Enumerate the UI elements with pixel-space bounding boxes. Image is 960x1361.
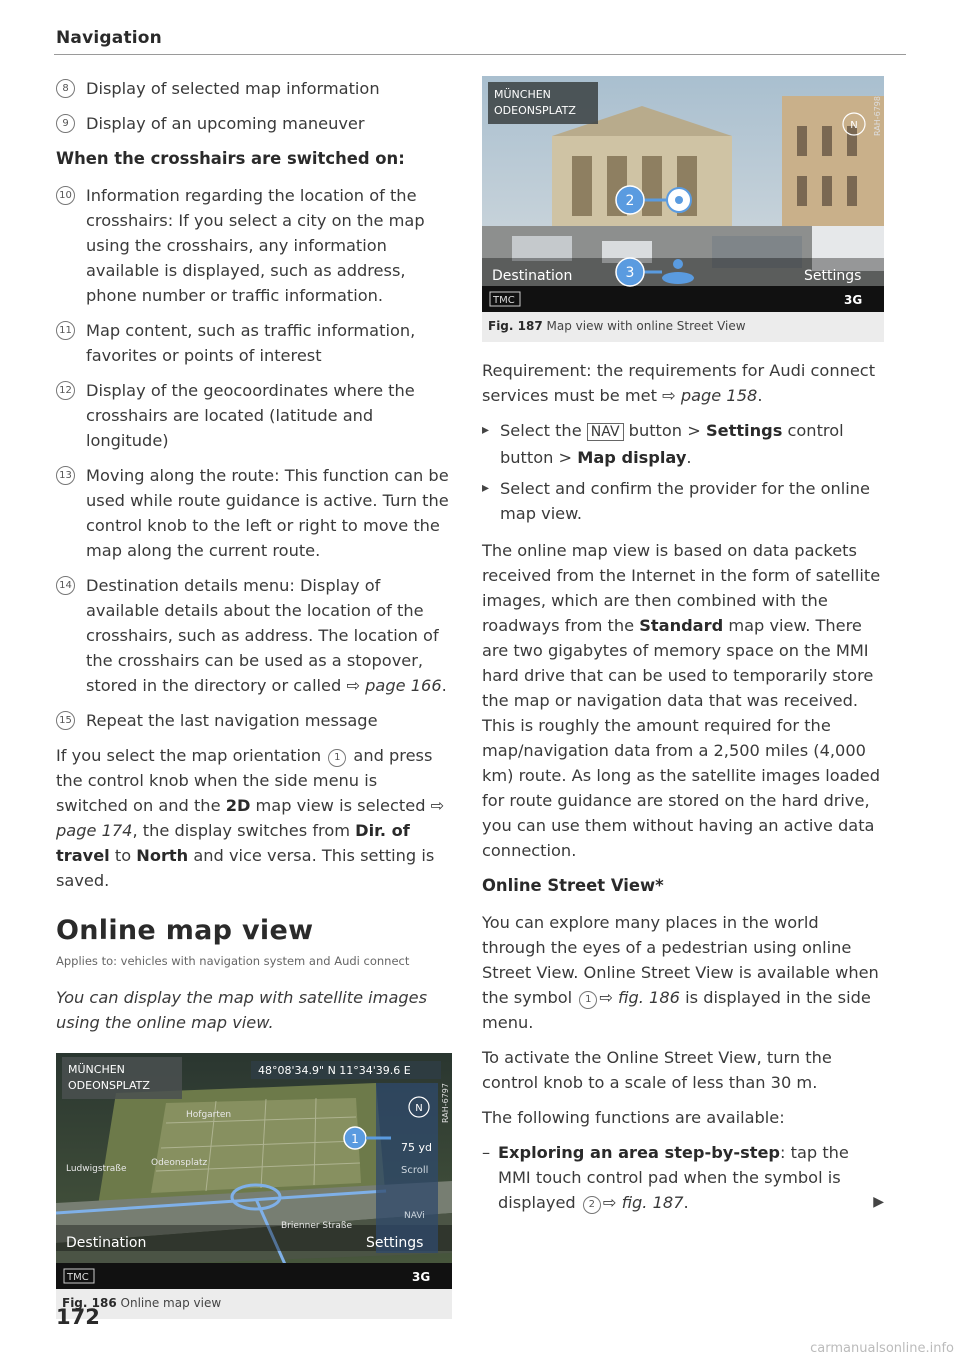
watermark: carmanualsonline.info: [810, 1341, 954, 1356]
signal-indicator: 3G: [844, 293, 863, 307]
crosshairs-heading: When the crosshairs are switched on:: [56, 149, 405, 168]
fig187-callout-3: 3: [625, 265, 635, 281]
nav-key: NAV: [587, 423, 624, 441]
destination-softkey[interactable]: Destination: [492, 268, 573, 284]
svg-text:N: N: [850, 120, 858, 131]
navi-label: NAVi: [404, 1211, 425, 1221]
list-item: [56, 463, 452, 563]
list-item: [56, 708, 452, 733]
left-column: [56, 76, 452, 1335]
tmc-indicator: TMC: [67, 1272, 89, 1283]
instruction-step: ▸ Select the NAV button > Settings control button > Map display.: [482, 418, 884, 470]
fig187-square: ODEONSPLATZ: [494, 104, 576, 117]
settings-softkey[interactable]: Settings: [366, 1235, 424, 1251]
callout-number: 10: [56, 186, 75, 205]
figure-caption: Fig. 187 Map view with online Street View: [488, 319, 746, 333]
online-map-screenshot: [56, 1053, 452, 1289]
tmc-indicator: TMC: [493, 295, 515, 306]
settings-softkey[interactable]: Settings: [804, 268, 862, 284]
item-text-end: .: [441, 676, 447, 695]
fig186-city: MÜNCHEN: [68, 1063, 125, 1076]
street-view-paragraph: You can explore many places in the world through the eyes of a pedestrian using online Street View. Online Street View is available when the symbol 1 ⇨ fig. 186 is displayed in the side menu.: [482, 913, 879, 1032]
pedestrian-icon: [662, 272, 694, 284]
callout-number: 8: [56, 79, 75, 98]
callout-number: 13: [56, 466, 75, 485]
fig186-callout-1: 1: [351, 1132, 359, 1146]
list-item: [56, 183, 452, 308]
svg-text:N: N: [415, 1103, 423, 1114]
street-label: Brienner Straße: [281, 1221, 353, 1231]
section-title: Online map view: [56, 915, 314, 946]
list-item: [56, 111, 452, 136]
function-item: – Exploring an area step-by-step: tap the MMI touch control pad when the symbol is displayed 2 ⇨ fig. 187. ▶: [482, 1140, 884, 1215]
orientation-paragraph: If you select the map orientation 1 and press the control knob when the side menu is switched on and the 2D map view is selected ⇨ page 174, the display switches from Dir. of travel to North and vice versa. This setting is saved.: [56, 746, 445, 890]
callout-number: 2: [583, 1196, 601, 1214]
item-text: Map content, such as traffic information, favorites or points of interest: [86, 321, 416, 365]
list-item: [56, 318, 452, 368]
map-scale-label: 75 yd: [401, 1141, 432, 1154]
fig186-coordinates: 48°08'34.9" N 11°34'39.6 E: [258, 1064, 411, 1077]
online-map-paragraph: The online map view is based on data packets received from the Internet in the form of satellite images, which are then combined with the roadways from the Standard map view. There are two gigabytes of memory space on the MMI hard drive that can be used to temporarily store the map or navigation data that was received. This is roughly the amount required for the map/navigation data from a 2,500 miles (4,000 km) route. As long as the satellite images loaded for route guidance are stored on the hard drive, you can use them without having an active data connection.: [482, 541, 881, 860]
item-text: Display of an upcoming maneuver: [86, 114, 365, 133]
street-label: Ludwigstraße: [66, 1164, 127, 1174]
page-reference-link[interactable]: ⇨ page 158: [662, 386, 758, 405]
fig186-square: ODEONSPLATZ: [68, 1079, 150, 1092]
map-image: [56, 1053, 452, 1289]
figure-code: RAH-6797: [441, 1083, 450, 1123]
applies-to-note: Applies to: vehicles with navigation system and Audi connect: [56, 954, 410, 968]
figure-187: [482, 76, 884, 342]
callout-number: 1: [328, 749, 346, 767]
figure-reference-link[interactable]: ⇨ fig. 187: [602, 1193, 684, 1212]
callout-number: 9: [56, 114, 75, 133]
callout-number: 14: [56, 576, 75, 595]
figure-186: [56, 1053, 452, 1319]
item-text: Destination details menu: Display of available details about the location of the crosshairs, such as address. The location of the crosshairs can be used as a stopover, stored in the directory or called: [86, 576, 439, 695]
instruction-step: ▸ Select and confirm the provider for the online map view.: [482, 476, 884, 526]
activate-paragraph: To activate the Online Street View, turn the control knob to a scale of less than 30 m.: [482, 1048, 832, 1092]
list-item: [56, 76, 452, 101]
street-label: Hofgarten: [186, 1110, 232, 1120]
callout-number: 15: [56, 711, 75, 730]
street-view-screenshot: [482, 76, 884, 312]
list-item: [56, 573, 452, 698]
item-text: Display of the geocoordinates where the crosshairs are located (latitude and longitude): [86, 381, 415, 450]
list-item: [56, 378, 452, 453]
continue-arrow-icon: ▶: [873, 1194, 884, 1210]
header-rule: [54, 54, 906, 55]
right-column: [482, 76, 884, 1225]
functions-paragraph: The following functions are available:: [482, 1108, 785, 1127]
requirement-paragraph: Requirement: the requirements for Audi connect services must be met ⇨ page 158.: [482, 361, 876, 405]
figure-caption: Fig. 186 Online map view: [62, 1296, 222, 1310]
item-text: Repeat the last navigation message: [86, 711, 378, 730]
page-reference-link[interactable]: ⇨ page 174: [56, 796, 445, 840]
signal-indicator: 3G: [412, 1270, 431, 1284]
callout-number: 12: [56, 381, 75, 400]
page-reference-link[interactable]: ⇨ page 166: [346, 676, 442, 695]
street-label: Odeonsplatz: [151, 1158, 208, 1168]
figure-code: RAH-6798: [873, 96, 882, 136]
item-text: Information regarding the location of the crosshairs: If you select a city on the map using the crosshairs, any information available is displayed, such as address, phone number or traffic information.: [86, 186, 425, 305]
page-number: 172: [56, 1305, 100, 1329]
street-view-image: [482, 76, 884, 312]
running-header: Navigation: [56, 28, 162, 48]
street-view-heading: Online Street View*: [482, 876, 664, 895]
destination-softkey[interactable]: Destination: [66, 1235, 147, 1251]
fig187-callout-2: 2: [625, 193, 635, 209]
scroll-label: Scroll: [401, 1165, 429, 1176]
item-text: Display of selected map information: [86, 79, 380, 98]
callout-number: 1: [579, 991, 597, 1009]
section-lead: You can display the map with satellite images using the online map view.: [56, 988, 428, 1032]
item-text: Moving along the route: This function can be used while route guidance is active. Turn the control knob to the left or right to move the map along the current route.: [86, 466, 449, 560]
fig187-city: MÜNCHEN: [494, 88, 551, 101]
figure-reference-link[interactable]: ⇨ fig. 186: [599, 988, 680, 1007]
callout-number: 11: [56, 321, 75, 340]
